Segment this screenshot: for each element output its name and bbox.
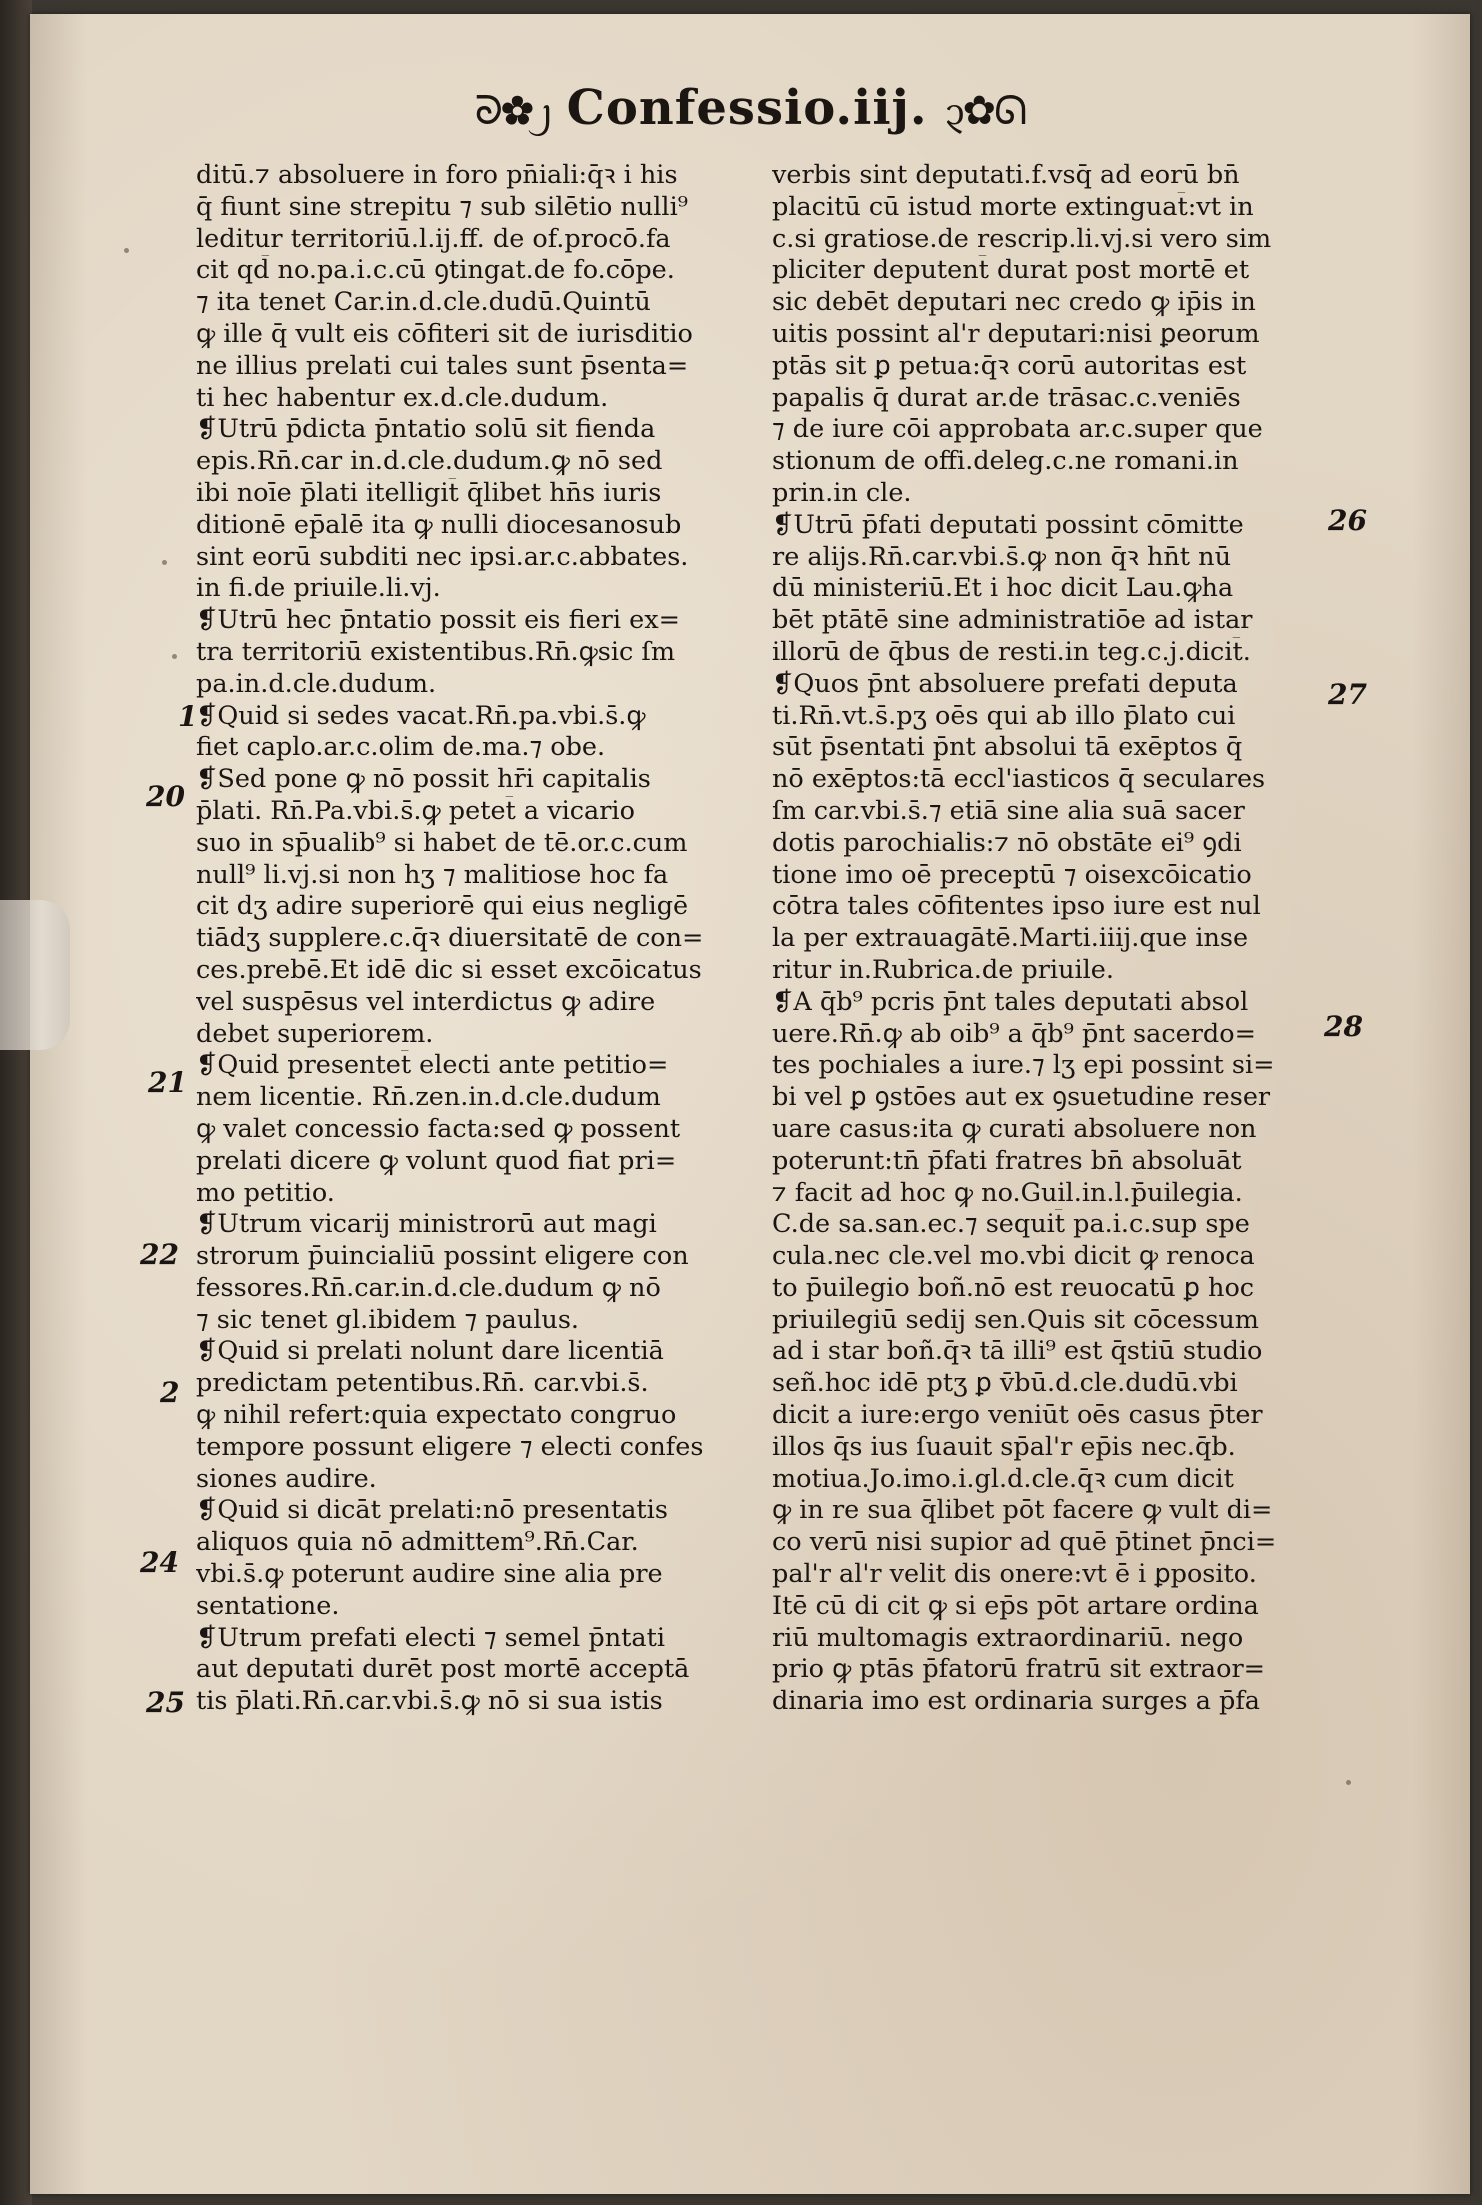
text-line: uitis possint al'r deputari:nisi ꝑeorum <box>772 318 1260 349</box>
text-line: ⁊ facit ad hoc ꝙ no.Guil.in.l.p̄uilegia. <box>772 1177 1243 1208</box>
text-line: ❡Quid si prelati nolunt dare licentiā <box>196 1336 664 1367</box>
text-line: motiua.Jo.imo.i.gl.d.cle.q̄ꝛ cum dicit <box>772 1463 1234 1494</box>
text-line: nem licentie. Rn̄.zen.in.d.cle.dudum <box>196 1082 661 1113</box>
text-line: q̄ fiunt sine strepitu ⁊ sub silētio nulli⁹ <box>196 191 688 222</box>
text-line: pliciter deputent̄ durat post mortē et <box>772 255 1250 286</box>
text-line: ❡Quos p̄nt absoluere prefati deputa <box>772 668 1238 699</box>
text-line: ꝙ in re sua q̄libet pōt facere ꝙ vult di= <box>772 1495 1273 1526</box>
margin-number: 22 <box>140 1238 179 1271</box>
binding-shadow <box>0 0 32 2205</box>
text-line: ditū.⁊ absoluere in foro pn̄iali:q̄ꝛ i his <box>196 160 678 190</box>
text-line: co verū nisi supior ad quē p̄tinet p̄nci= <box>772 1527 1277 1558</box>
text-line: ritur in.Rubrica.de priuile. <box>772 954 1114 985</box>
text-line: bi vel ꝑ ꝯstōes aut ex ꝯsuetudine reser <box>772 1082 1271 1113</box>
text-line: cit qd̄ no.pa.i.c.cū ꝯtingat.de fo.cōpe. <box>196 255 675 286</box>
text-line: uere.Rn̄.ꝙ ab oib⁹ a q̄b⁹ p̄nt sacerdo= <box>772 1018 1256 1049</box>
text-line: dotis parochialis:⁊ nō obstāte ei⁹ ꝯdi <box>772 827 1242 858</box>
text-line: ditionē ep̄alē ita ꝙ nulli diocesanosub <box>196 509 682 540</box>
text-line: cit dʒ adire superiorē qui eius negligē <box>196 891 689 922</box>
text-line: ꝙ ille q̄ vult eis cōfiteri sit de iurisditio <box>196 318 693 349</box>
text-line: ti.Rn̄.vt.s̄.pʒ oēs qui ab illo p̄lato cui <box>772 700 1236 731</box>
right-text-column <box>772 160 1332 1718</box>
text-line: ❡Quid si dicāt prelati:nō presentatis <box>196 1495 668 1526</box>
text-line: vbi.s̄.ꝙ poterunt audire sine alia pre <box>196 1559 663 1590</box>
text-line: ❡Utrū hec p̄ntatio possit eis fieri ex= <box>196 605 680 636</box>
text-line: ti hec habentur ex.d.cle.dudum. <box>196 382 609 413</box>
text-line: señ.hoc idē ptʒ ꝑ v̄bū.d.cle.dudū.vbi <box>772 1368 1238 1399</box>
text-line: ꝙ valet concessio facta:sed ꝙ possent <box>196 1113 681 1144</box>
page-clip <box>0 900 70 1050</box>
paper-speck <box>124 248 129 253</box>
text-line: ❡A q̄b⁹ pcris p̄nt tales deputati absol <box>772 986 1249 1017</box>
margin-number: 25 <box>146 1686 185 1719</box>
text-line: prio ꝙ ptās p̄fatorū fratrū sit extraor= <box>772 1654 1266 1685</box>
text-line: tempore possunt eligere ⁊ electi confes <box>196 1431 704 1462</box>
text-line: priuilegiū sedij sen.Quis sit cōcessum <box>772 1304 1259 1335</box>
text-line: in fi.de priuile.li.vj. <box>196 573 441 604</box>
text-line: papalis q̄ durat ar.de trāsac.c.veniēs <box>772 382 1241 413</box>
text-line: null⁹ li.vj.si non hʒ ⁊ malitiose hoc fa <box>196 859 669 890</box>
text-line: ❡Sed pone ꝙ nō possit hr̄i capitalis <box>196 764 651 795</box>
margin-number: 20 <box>146 780 185 813</box>
text-line: epis.Rn̄.car in.d.cle.dudum.ꝙ nō sed <box>196 446 663 477</box>
ornament-left-icon: ᘐ✿᧒ <box>474 88 549 134</box>
text-line: ⁊ de iure cōi approbata ar.c.super que <box>772 414 1263 445</box>
text-line: stionum de offi.deleg.c.ne romani.in <box>772 446 1239 477</box>
text-line: prelati dicere ꝙ volunt quod fiat pri= <box>196 1145 677 1176</box>
left-text-column <box>196 160 756 1718</box>
text-line: C.de sa.san.ec.⁊ sequit̄ pa.i.c.sup spe <box>772 1209 1250 1240</box>
text-line: p̄lati. Rn̄.Pa.vbi.s̄.ꝙ petet̄ a vicario <box>196 795 635 826</box>
text-line: la per extrauagātē.Marti.iiij.que inse <box>772 923 1249 954</box>
text-line: uare casus:ita ꝙ curati absoluere non <box>772 1113 1257 1144</box>
text-line: ibi noīe p̄lati itelligit̄ q̄libet hn̄s iuris <box>196 477 662 508</box>
text-line: debet superiorem. <box>196 1018 434 1049</box>
text-line: ❡Utrū p̄dicta p̄ntatio solū sit fienda <box>196 414 656 445</box>
text-line: illorū de q̄bus de resti.in teg.c.j.dicit̄. <box>772 636 1251 667</box>
text-line: ❡Quid si sedes vacat.Rn̄.pa.vbi.s̄.ꝙ <box>196 700 646 731</box>
text-line: ❡Utrum prefati electi ⁊ semel p̄ntati <box>196 1622 665 1653</box>
text-line: c.si gratiose.de rescrip.li.vj.si vero sim <box>772 223 1272 254</box>
text-line: sūt p̄sentati p̄nt absolui tā exēptos q̄̄ <box>772 732 1243 763</box>
text-line: prin.in cle. <box>772 477 912 508</box>
text-line: tra territoriū existentibus.Rn̄.ꝙsic ſm <box>196 636 676 667</box>
text-line: leditur territoriū.l.ij.ff. de of.procō.fa <box>196 223 671 254</box>
margin-number: 2 <box>160 1376 180 1409</box>
text-line: to p̄uilegio boñ.nō est reuocatū ꝑ hoc <box>772 1272 1255 1303</box>
text-line: fiet caplo.ar.c.olim de.ma.⁊ obe. <box>196 732 606 763</box>
paper-speck <box>172 654 177 659</box>
text-line: nō exēptos:tā eccl'iasticos q̄̄ seculares <box>772 764 1266 795</box>
paper-speck <box>1346 1780 1351 1785</box>
text-line: Itē cū di cit ꝙ si ep̄s pōt artare ordina <box>772 1590 1259 1621</box>
page-title: Confessio.iij. <box>566 80 928 136</box>
text-line: pa.in.d.cle.dudum. <box>196 668 437 699</box>
margin-number: 24 <box>140 1546 179 1579</box>
margin-number: 1 <box>178 700 198 733</box>
text-line: aut deputati durēt post mortē acceptā <box>196 1654 690 1685</box>
text-line: dinaria imo est ordinaria surges a p̄fa <box>772 1686 1260 1717</box>
text-line: ❡Utrū p̄fati deputati possint cōmitte <box>772 509 1244 540</box>
text-line: poterunt:tn̄ p̄fati fratres bn̄ absoluāt <box>772 1145 1242 1176</box>
text-line: re alijs.Rn̄.car.vbi.s̄.ꝙ non q̄ꝛ hn̄t nū <box>772 541 1232 572</box>
text-line: illos q̄s ius ſuauit sp̄al'r ep̄is nec.q̄b. <box>772 1431 1236 1462</box>
text-line: tione imo oē preceptū ⁊ oisexcōicatio <box>772 859 1252 890</box>
text-line: fessores.Rn̄.car.in.d.cle.dudum ꝙ nō <box>196 1272 661 1303</box>
text-line: riū multomagis extraordinariū. nego <box>772 1622 1244 1653</box>
text-line: pal'r al'r velit dis onere:vt ē i ꝑposito. <box>772 1559 1257 1590</box>
text-line: sic debēt deputari nec credo ꝙ ip̄is in <box>772 287 1256 318</box>
paper-speck <box>162 560 167 565</box>
text-line: ſm car.vbi.s̄.⁊ etiā sine alia suā sacer <box>772 795 1245 826</box>
text-line: cula.nec cle.vel mo.vbi dicit ꝙ renoca <box>772 1241 1255 1272</box>
text-line: aliquos quia nō admittem⁹.Rn̄.Car. <box>196 1527 639 1558</box>
margin-number: 26 <box>1328 504 1367 537</box>
text-line: sentatione. <box>196 1590 340 1621</box>
text-line: ⁊ sic tenet gl.ibidem ⁊ paulus. <box>196 1304 580 1335</box>
text-line: ⁊ ita tenet Car.in.d.cle.dudū.Quintū <box>196 287 651 318</box>
text-line: ❡Quid presentet̄ electi ante petitio= <box>196 1050 669 1081</box>
text-line: dū ministeriū.Et i hoc dicit Lau.ꝙha <box>772 573 1234 604</box>
text-line: ptās sit ꝑ petua:q̄ꝛ corū autoritas est <box>772 350 1247 381</box>
text-line: dicit a iure:ergo veniūt oēs casus p̄ter <box>772 1400 1263 1431</box>
margin-number: 27 <box>1328 678 1367 711</box>
text-line: ne illius prelati cui tales sunt p̄senta= <box>196 350 689 381</box>
margin-number: 21 <box>148 1066 187 1099</box>
text-line: suo in sp̄ualib⁹ si habet de tē.or.c.cum <box>196 827 688 858</box>
text-line: tiādʒ supplere.c.q̄ꝛ diuersitatē de con= <box>196 923 704 954</box>
book-page <box>30 14 1470 2194</box>
text-line: ꝙ nihil refert:quia expectato congruo <box>196 1400 677 1431</box>
text-line: bēt ptātē sine administratiōe ad istar <box>772 605 1253 636</box>
text-line: vel suspēsus vel interdictus ꝙ adire <box>196 986 656 1017</box>
text-line: sint eorū subditi nec ipsi.ar.c.abbates. <box>196 541 689 572</box>
text-line: mo petitio. <box>196 1177 335 1208</box>
text-line: ad i star boñ.q̄ꝛ tā illi⁹ est q̄stiū studio <box>772 1336 1263 1367</box>
text-line: ces.prebē.Et idē dic si esset excōicatus <box>196 954 702 985</box>
text-line: verbis sint deputati.f.vsq̄ ad eorū bn̄ <box>772 160 1240 190</box>
page-header <box>30 80 1470 137</box>
text-line: placitū cū istud morte extinguat̄:vt in <box>772 191 1254 222</box>
margin-number: 28 <box>1324 1010 1363 1043</box>
text-line: cōtra tales cōfitentes ipso iure est nul <box>772 891 1261 922</box>
ornament-right-icon: ᧓✿ᘏ <box>945 88 1026 134</box>
text-line: siones audire. <box>196 1463 377 1494</box>
text-line: tis p̄lati.Rn̄.car.vbi.s̄.ꝙ nō si sua istis <box>196 1686 663 1717</box>
text-line: strorum p̄uincialiū possint eligere con <box>196 1241 689 1272</box>
text-line: ❡Utrum vicarij ministrorū aut magi <box>196 1209 657 1240</box>
text-line: predictam petentibus.Rn̄. car.vbi.s̄. <box>196 1368 649 1399</box>
text-line: tes pochiales a iure.⁊ lʒ epi possint si= <box>772 1050 1275 1081</box>
